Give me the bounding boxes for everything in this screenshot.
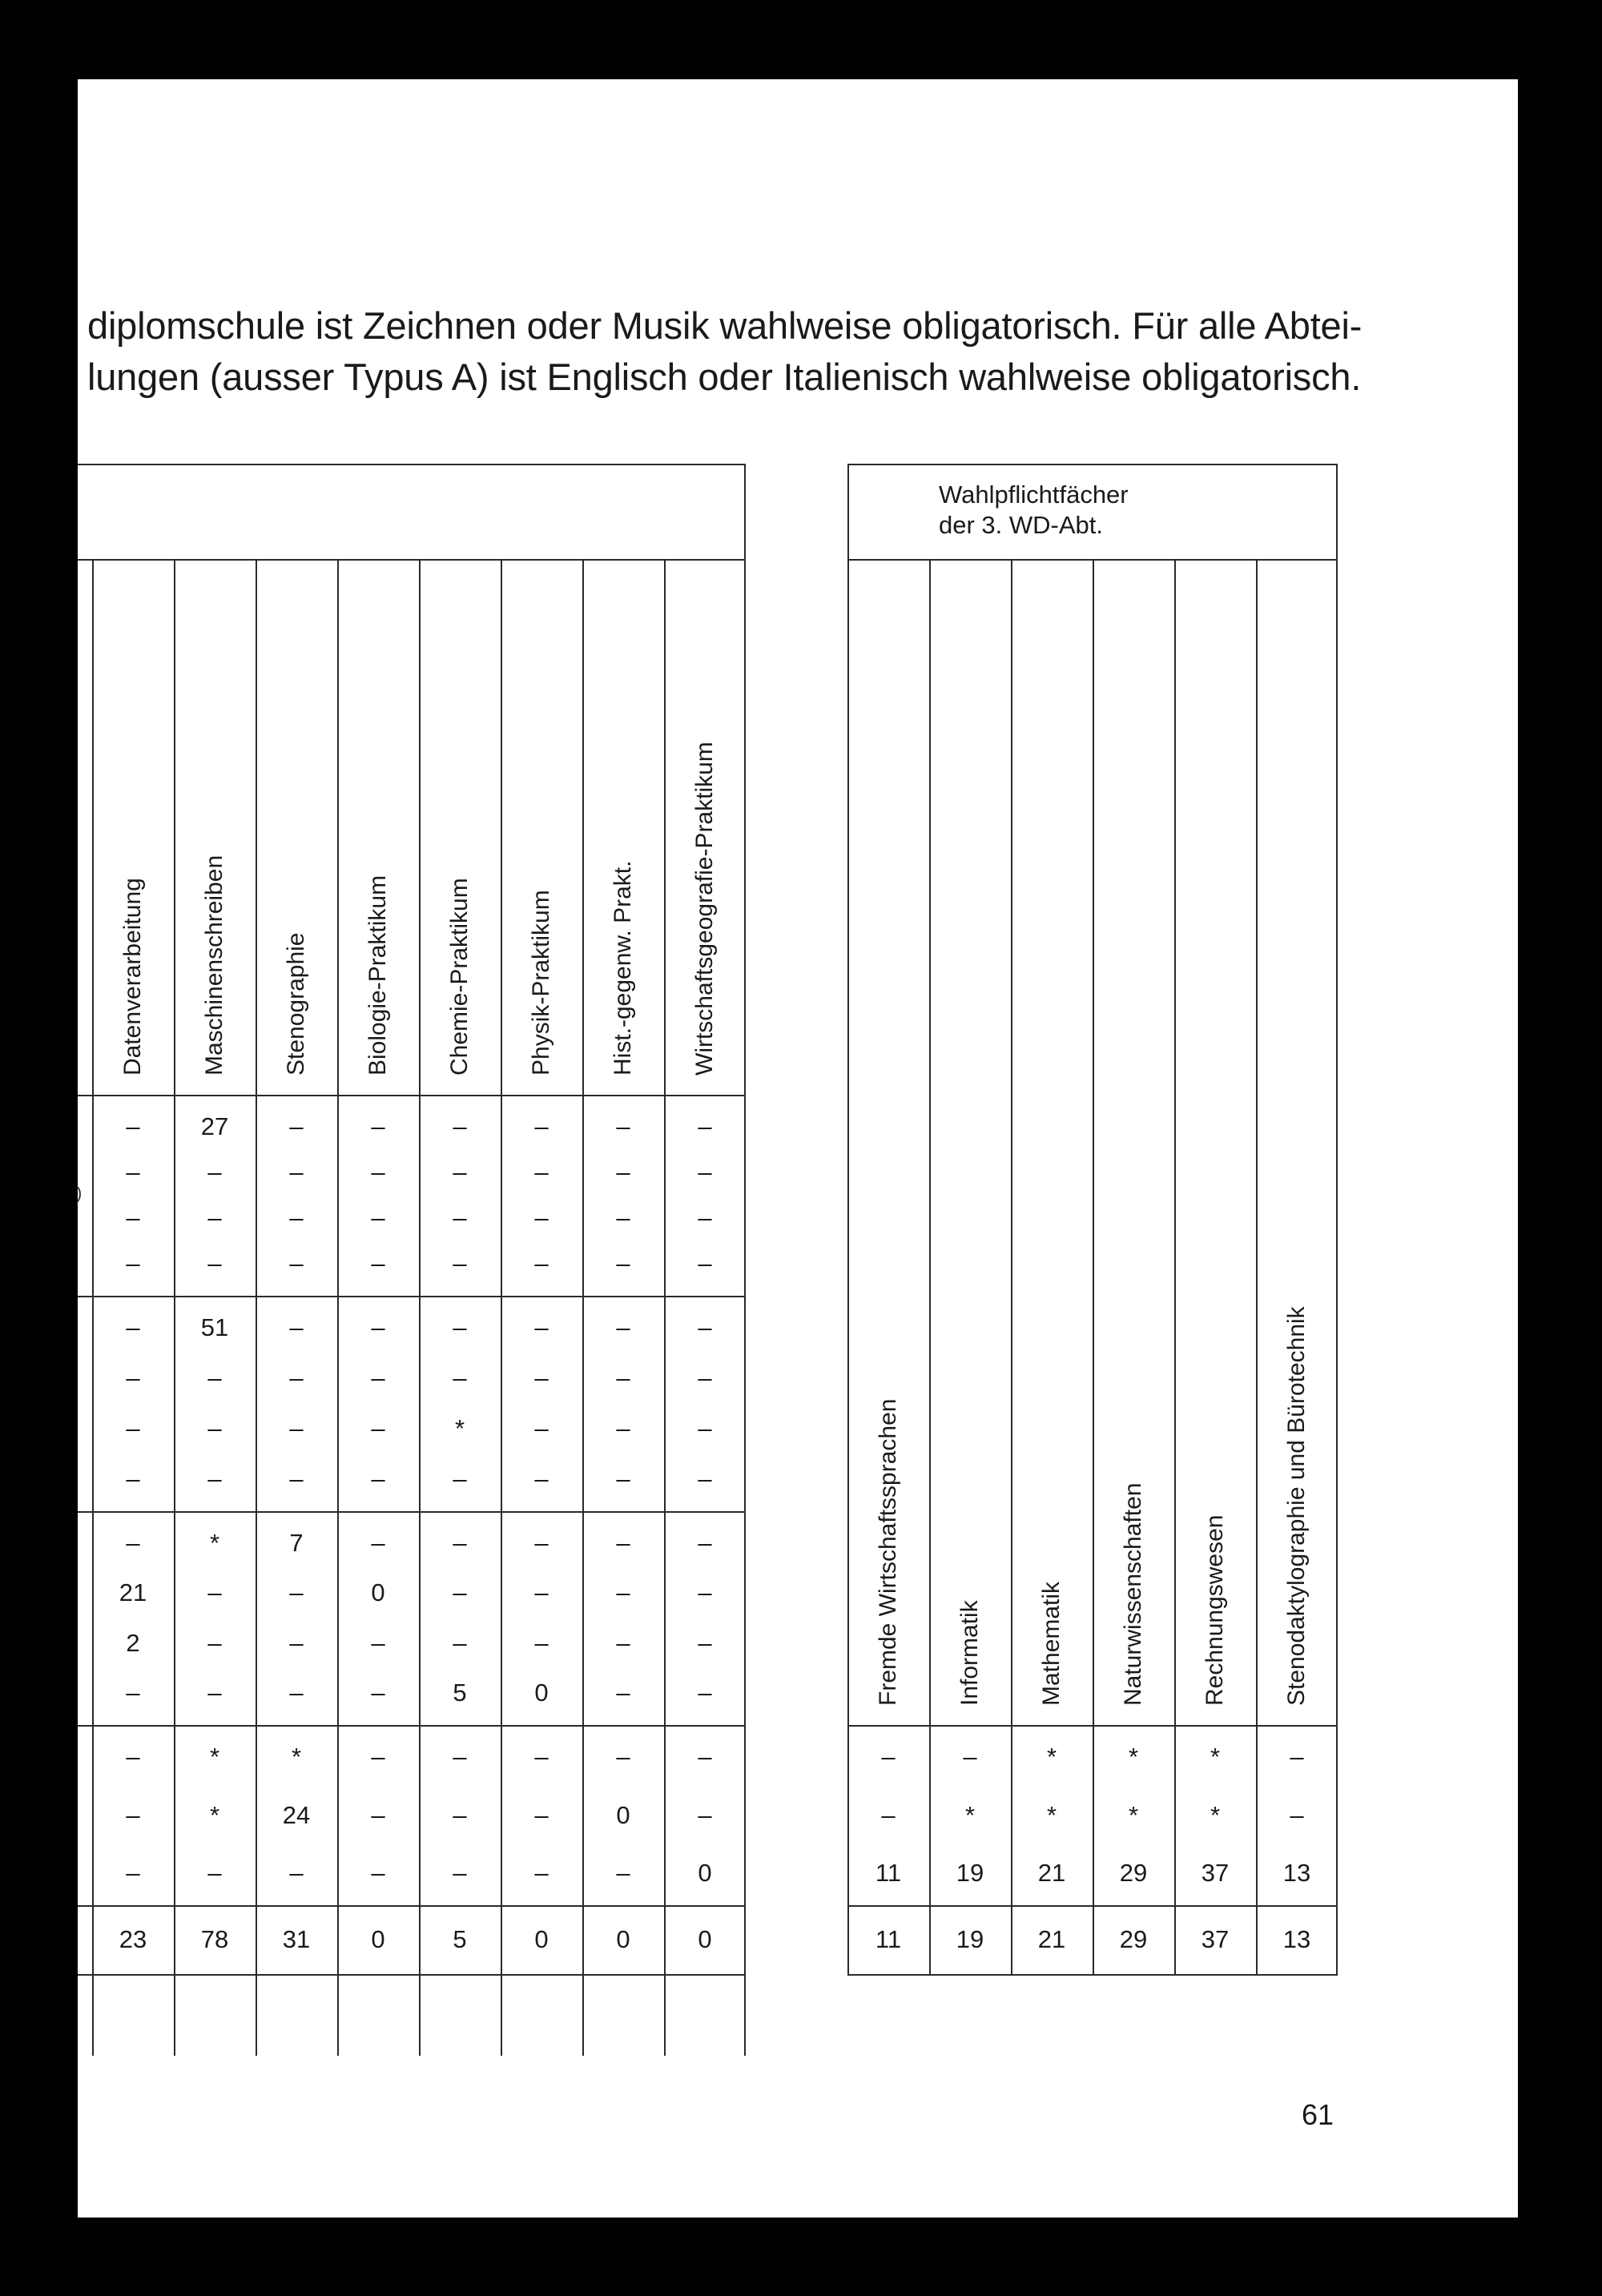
column-header-4: Biologie-Praktikum [364, 875, 391, 1076]
left-cell-g3-r1-c1: – [126, 1529, 140, 1557]
column-divider [929, 559, 931, 1976]
left-cell-g3-r3-c5: – [453, 1628, 467, 1657]
left-cell-g4-r2-c2: * [209, 1800, 220, 1829]
left-cell-g4-r2-c4: – [371, 1800, 385, 1829]
left-cell-g1-r4-c4: – [371, 1249, 385, 1277]
left-cell-g4-r3-c7: – [616, 1859, 630, 1887]
column-divider [1093, 559, 1094, 1976]
left-cell-g2-r1-c1: – [126, 1313, 140, 1341]
left-cell-g3-r4-c4: – [371, 1679, 385, 1707]
left-cell-g4-r1-c7: – [616, 1743, 630, 1771]
left-total-c7: 0 [616, 1925, 630, 1953]
left-cell-g4-r1-c8: – [698, 1743, 712, 1771]
left-cell-g3-r2-c5: – [453, 1578, 467, 1607]
left-cell-g3-r3-c2: – [207, 1628, 222, 1657]
right-cell-r2-c4: * [1128, 1800, 1139, 1829]
left-cell-g2-r4-c5: – [453, 1465, 467, 1493]
left-cell-g2-r3-c4: – [371, 1414, 385, 1442]
left-cell-g4-r3-c2: – [207, 1859, 222, 1887]
left-cell-g3-r3-c8: – [698, 1628, 712, 1657]
column-header-1: Datenverarbeitung [119, 878, 146, 1076]
edge-mark: ) [76, 1183, 83, 1203]
left-cell-g2-r1-c7: – [616, 1313, 630, 1341]
intro-line-2: lungen (ausser Typus A) ist Englisch oder Italienisch wahlweise obligatorisch. [87, 356, 1362, 398]
left-cell-g1-r2-c7: – [616, 1158, 630, 1186]
left-cell-g2-r1-c8: – [698, 1313, 712, 1341]
column-divider [664, 559, 666, 2056]
left-cell-g2-r1-c2: 51 [200, 1313, 229, 1341]
left-cell-g3-r3-c3: – [289, 1628, 304, 1657]
column-header-2: Maschinenschreiben [201, 854, 227, 1076]
right-table-title [939, 480, 1129, 541]
document-page [78, 79, 1518, 2218]
right-column-header-6: Stenodaktylographie und Bürotechnik [1283, 1306, 1310, 1706]
left-cell-g1-r4-c7: – [616, 1249, 630, 1277]
left-cell-g3-r4-c6: 0 [534, 1679, 549, 1707]
column-divider [1011, 559, 1012, 1976]
left-cell-g3-r1-c6: – [534, 1529, 549, 1557]
left-cell-g2-r2-c4: – [371, 1364, 385, 1392]
column-divider [1256, 559, 1258, 1976]
left-cell-g3-r1-c5: – [453, 1529, 467, 1557]
left-cell-g1-r2-c2: – [207, 1158, 222, 1186]
left-cell-g2-r3-c8: – [698, 1414, 712, 1442]
column-divider [1174, 559, 1176, 1976]
left-cell-g1-r3-c4: – [371, 1204, 385, 1232]
right-cell-r3-c1: 11 [875, 1859, 902, 1887]
left-cell-g3-r2-c2: – [207, 1578, 222, 1607]
right-cell-r3-c6: 13 [1282, 1859, 1311, 1887]
left-cell-g1-r2-c5: – [453, 1158, 467, 1186]
left-cell-g1-r2-c3: – [289, 1158, 304, 1186]
right-cell-r3-c2: 19 [956, 1859, 984, 1887]
left-cell-g1-r4-c5: – [453, 1249, 467, 1277]
left-cell-g1-r4-c6: – [534, 1249, 549, 1277]
left-cell-g3-r2-c7: – [616, 1578, 630, 1607]
page-number: 61 [1302, 2098, 1334, 2131]
left-cell-g3-r2-c4: 0 [371, 1578, 385, 1607]
column-divider [582, 559, 584, 2056]
left-cell-g1-r4-c2: – [207, 1249, 222, 1277]
right-column-header-2: Informatik [956, 1600, 983, 1706]
left-cell-g4-r3-c5: – [453, 1859, 467, 1887]
right-cell-r3-c3: 21 [1037, 1859, 1066, 1887]
left-cell-g3-r1-c2: * [209, 1529, 220, 1557]
left-cell-g4-r1-c4: – [371, 1743, 385, 1771]
left-cell-g1-r3-c5: – [453, 1204, 467, 1232]
left-cell-g3-r4-c2: – [207, 1679, 222, 1707]
right-cell-r1-c5: * [1210, 1743, 1221, 1771]
left-cell-g4-r3-c3: – [289, 1859, 304, 1887]
left-cell-g4-r1-c1: – [126, 1743, 140, 1771]
left-cell-g2-r4-c3: – [289, 1465, 304, 1493]
left-cell-g4-r2-c3: 24 [282, 1800, 311, 1829]
left-cell-g1-r4-c1: – [126, 1249, 140, 1277]
left-total-c2: 78 [200, 1925, 229, 1953]
left-cell-g1-r1-c4: – [371, 1112, 385, 1140]
column-header-8: Wirtschaftsgeografie-Praktikum [691, 742, 718, 1076]
left-cell-g2-r4-c2: – [207, 1465, 222, 1493]
left-cell-g3-r1-c8: – [698, 1529, 712, 1557]
column-header-7: Hist.-gegenw. Prakt. [610, 860, 636, 1076]
column-divider [256, 559, 257, 2056]
right-total-c3: 21 [1037, 1925, 1066, 1953]
left-cell-g4-r2-c1: – [126, 1800, 140, 1829]
left-cell-g2-r1-c4: – [371, 1313, 385, 1341]
left-cell-g3-r3-c6: – [534, 1628, 549, 1657]
right-cell-r2-c2: * [964, 1800, 976, 1829]
right-cell-r1-c6: – [1290, 1743, 1304, 1771]
column-divider [337, 559, 339, 2056]
left-total-c4: 0 [371, 1925, 385, 1953]
right-column-header-5: Rechnungswesen [1202, 1514, 1228, 1706]
column-divider [501, 559, 502, 2056]
column-header-5: Chemie-Praktikum [446, 878, 473, 1076]
left-cell-g4-r2-c7: 0 [616, 1800, 630, 1829]
right-total-c4: 29 [1119, 1925, 1148, 1953]
left-cell-g2-r2-c5: – [453, 1364, 467, 1392]
right-total-c1: 11 [875, 1925, 902, 1953]
left-cell-g3-r4-c8: – [698, 1679, 712, 1707]
left-cell-g1-r2-c6: – [534, 1158, 549, 1186]
left-total-c3: 31 [282, 1925, 311, 1953]
left-cell-g2-r4-c1: – [126, 1465, 140, 1493]
right-column-header-3: Mathematik [1038, 1581, 1065, 1706]
left-cell-g2-r2-c8: – [698, 1364, 712, 1392]
right-column-header-1: Fremde Wirtschaftssprachen [875, 1398, 901, 1706]
left-cell-g1-r2-c1: – [126, 1158, 140, 1186]
left-cell-g2-r1-c3: – [289, 1313, 304, 1341]
right-cell-r2-c3: * [1046, 1800, 1057, 1829]
left-cell-g1-r1-c6: – [534, 1112, 549, 1140]
left-cell-g3-r2-c3: – [289, 1578, 304, 1607]
left-cell-g4-r3-c1: – [126, 1859, 140, 1887]
left-cell-g2-r1-c5: – [453, 1313, 467, 1341]
left-cell-g3-r4-c1: – [126, 1679, 140, 1707]
left-cell-g1-r3-c3: – [289, 1204, 304, 1232]
left-cell-g2-r4-c6: – [534, 1465, 549, 1493]
left-cell-g3-r3-c1: 2 [126, 1628, 140, 1657]
left-cell-g2-r2-c3: – [289, 1364, 304, 1392]
left-total-c1: 23 [119, 1925, 147, 1953]
column-divider [174, 559, 175, 2056]
left-total-c6: 0 [534, 1925, 549, 1953]
left-cell-g4-r1-c3: * [291, 1743, 302, 1771]
left-cell-g1-r1-c5: – [453, 1112, 467, 1140]
left-cell-g4-r3-c6: – [534, 1859, 549, 1887]
left-cell-g2-r2-c7: – [616, 1364, 630, 1392]
left-cell-g1-r1-c7: – [616, 1112, 630, 1140]
left-cell-g1-r3-c1: – [126, 1204, 140, 1232]
right-total-c6: 13 [1282, 1925, 1311, 1953]
right-cell-r1-c2: – [963, 1743, 977, 1771]
left-cell-g2-r4-c8: – [698, 1465, 712, 1493]
intro-line-1: diplomschule ist Zeichnen oder Musik wahlweise obligatorisch. Für alle Abtei- [87, 304, 1363, 347]
right-total-c2: 19 [956, 1925, 984, 1953]
left-cell-g2-r3-c5: * [454, 1414, 465, 1442]
left-cell-g2-r2-c1: – [126, 1364, 140, 1392]
left-cell-g1-r1-c8: – [698, 1112, 712, 1140]
right-total-c5: 37 [1201, 1925, 1230, 1953]
left-cell-g2-r3-c6: – [534, 1414, 549, 1442]
left-cell-g4-r1-c5: – [453, 1743, 467, 1771]
left-cell-g3-r1-c7: – [616, 1529, 630, 1557]
left-cell-g4-r1-c2: * [209, 1743, 220, 1771]
left-cell-g2-r1-c6: – [534, 1313, 549, 1341]
left-cell-g2-r3-c2: – [207, 1414, 222, 1442]
column-divider [419, 559, 421, 2056]
left-cell-g4-r1-c6: – [534, 1743, 549, 1771]
left-cell-g2-r4-c7: – [616, 1465, 630, 1493]
left-cell-g3-r2-c8: – [698, 1578, 712, 1607]
left-cell-g3-r4-c5: 5 [453, 1679, 467, 1707]
right-cell-r3-c5: 37 [1201, 1859, 1230, 1887]
left-cell-g1-r1-c1: – [126, 1112, 140, 1140]
left-cell-g4-r2-c6: – [534, 1800, 549, 1829]
column-header-6: Physik-Praktikum [528, 890, 554, 1076]
left-cell-g1-r4-c8: – [698, 1249, 712, 1277]
left-total-c8: 0 [698, 1925, 712, 1953]
left-cell-g2-r3-c1: – [126, 1414, 140, 1442]
left-cell-g3-r4-c3: – [289, 1679, 304, 1707]
left-cell-g1-r3-c6: – [534, 1204, 549, 1232]
right-cell-r2-c5: * [1210, 1800, 1221, 1829]
left-cell-g2-r2-c6: – [534, 1364, 549, 1392]
left-cell-g2-r4-c4: – [371, 1465, 385, 1493]
left-cell-g3-r2-c6: – [534, 1578, 549, 1607]
left-cell-g1-r4-c3: – [289, 1249, 304, 1277]
right-cell-r2-c1: – [881, 1800, 896, 1829]
right-cell-r3-c4: 29 [1119, 1859, 1148, 1887]
left-cell-g3-r4-c7: – [616, 1679, 630, 1707]
left-cell-g4-r2-c8: – [698, 1800, 712, 1829]
right-table-title-line-1: Wahlpflichtfächer [939, 481, 1129, 509]
right-table-title-line-2: der 3. WD-Abt. [939, 511, 1103, 539]
left-cell-g1-r1-c2: 27 [200, 1112, 229, 1140]
right-cell-r2-c6: – [1290, 1800, 1304, 1829]
left-cell-g3-r1-c3: 7 [289, 1529, 304, 1557]
right-column-header-4: Naturwissenschaften [1120, 1482, 1146, 1706]
left-cell-g4-r2-c5: – [453, 1800, 467, 1829]
left-cell-g1-r2-c8: – [698, 1158, 712, 1186]
left-cell-g1-r3-c7: – [616, 1204, 630, 1232]
left-cell-g2-r3-c3: – [289, 1414, 304, 1442]
left-cell-g3-r3-c4: – [371, 1628, 385, 1657]
left-cell-g1-r3-c2: – [207, 1204, 222, 1232]
left-cell-g2-r3-c7: – [616, 1414, 630, 1442]
left-cell-g1-r1-c3: – [289, 1112, 304, 1140]
right-cell-r1-c3: * [1046, 1743, 1057, 1771]
right-cell-r1-c4: * [1128, 1743, 1139, 1771]
left-cell-g3-r2-c1: 21 [119, 1578, 147, 1607]
left-cell-g3-r1-c4: – [371, 1529, 385, 1557]
left-cell-g2-r2-c2: – [207, 1364, 222, 1392]
left-total-c5: 5 [453, 1925, 467, 1953]
left-cell-g3-r3-c7: – [616, 1628, 630, 1657]
left-cell-g1-r2-c4: – [371, 1158, 385, 1186]
left-cell-g4-r3-c8: 0 [698, 1859, 712, 1887]
column-header-3: Stenographie [283, 932, 309, 1076]
right-cell-r1-c1: – [881, 1743, 896, 1771]
left-cell-g4-r3-c4: – [371, 1859, 385, 1887]
left-cell-g1-r3-c8: – [698, 1204, 712, 1232]
